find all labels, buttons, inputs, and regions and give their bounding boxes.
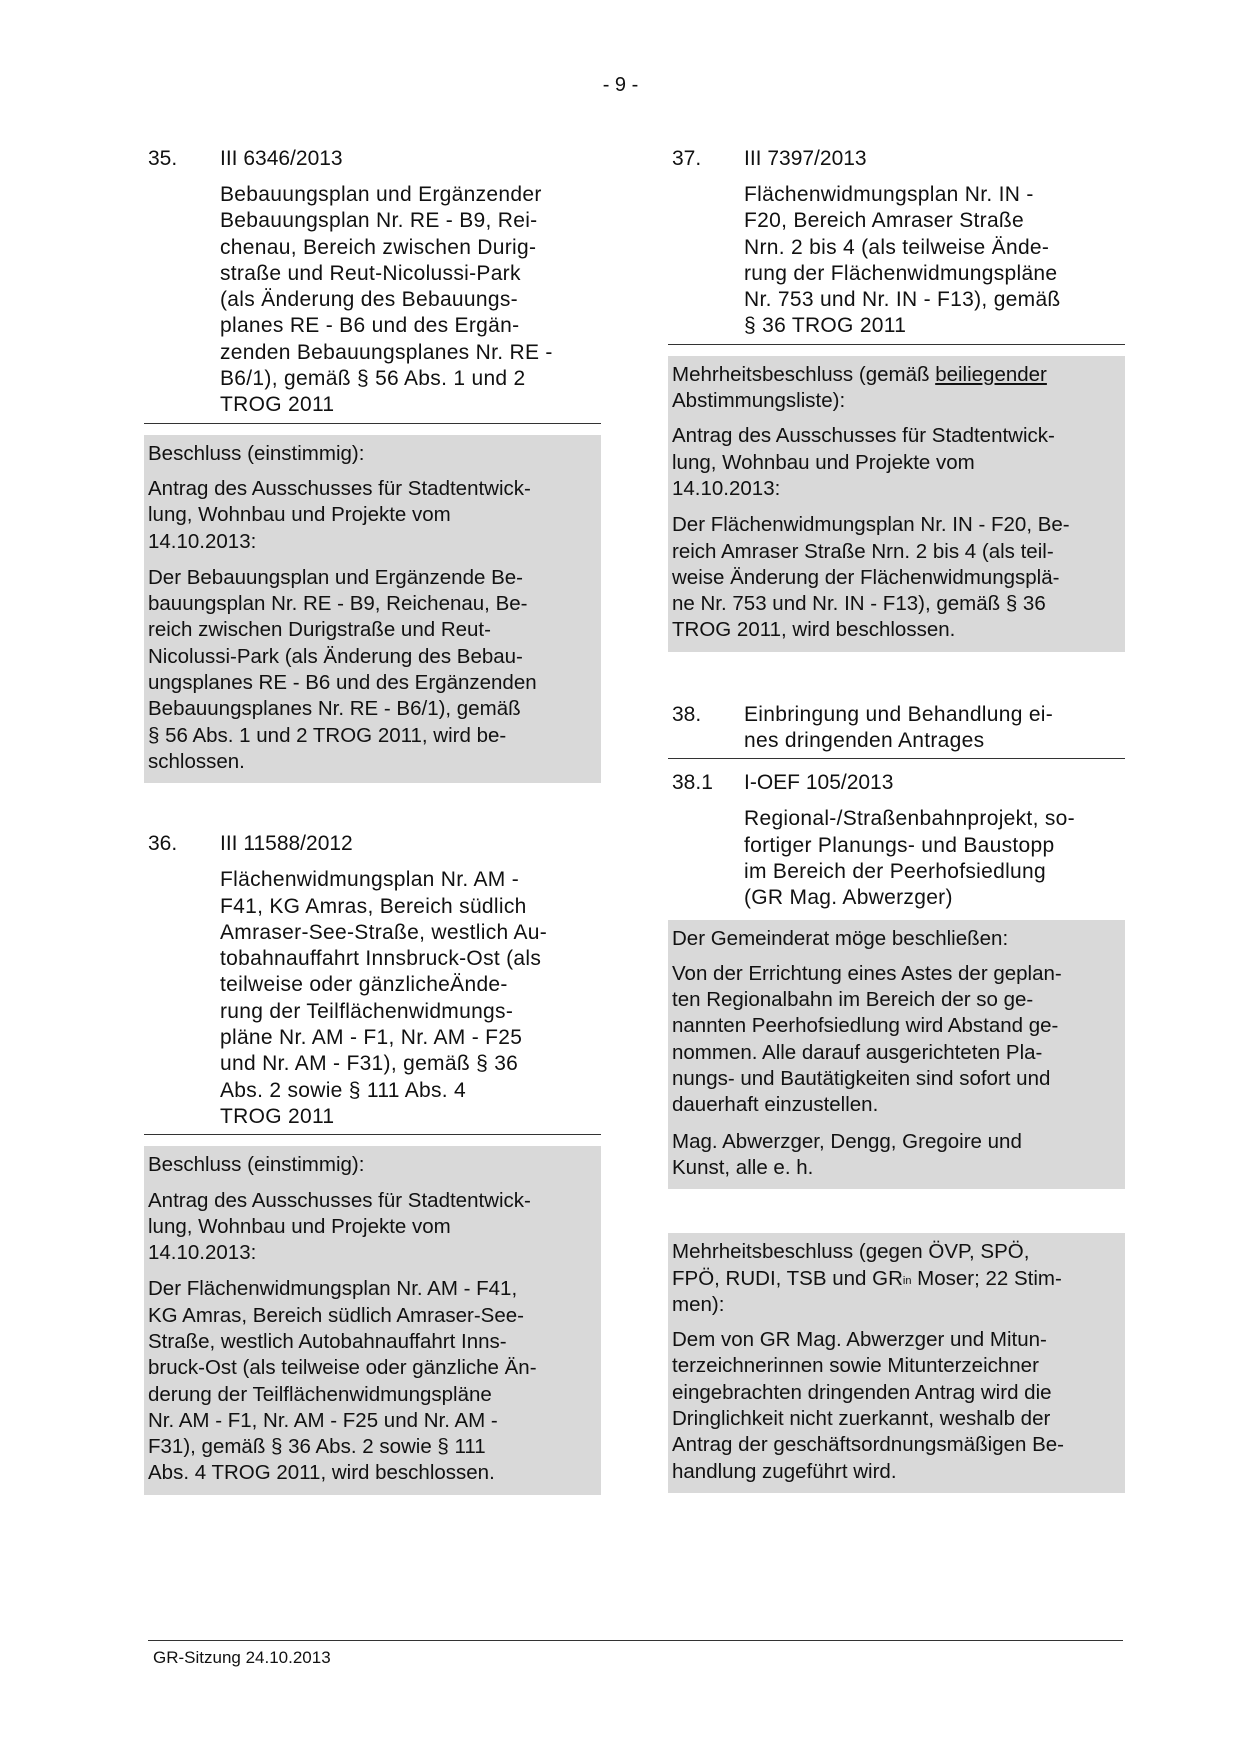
item-37-header xyxy=(668,146,1125,172)
item-37-decision-box xyxy=(668,356,1125,652)
footer-text: GR-Sitzung 24.10.2013 xyxy=(153,1648,331,1667)
item-36-decision-box xyxy=(144,1146,601,1495)
item-reference: III 6346/2013 xyxy=(220,147,343,170)
item-38-1-decision-box xyxy=(668,1233,1125,1493)
item-number: 36. xyxy=(148,832,178,856)
item-38-1-request-box xyxy=(668,920,1125,1190)
item-number: 35. xyxy=(148,147,178,170)
item-38-1-title: Regional-/Straßenbahnprojekt, so- fortiger Planungs- und Baustopp im Bereich der Peerhofsiedlung (GR Mag. Abwerzger) xyxy=(744,807,1075,910)
attached-list-link: beiliegender xyxy=(935,362,1047,386)
item-38-header xyxy=(668,702,1125,755)
left-column xyxy=(144,146,601,1495)
motion-text: Antrag des Ausschusses für Stadtentwick- lung, Wohnbau und Projekte vom 14.10.2013: xyxy=(148,1188,531,1265)
decision-label: Mehrheitsbeschluss (gegen ÖVP, SPÖ, FPÖ, RUDI, TSB und $GR^{in}$ Moser; 22 Stim- men): xyxy=(672,1240,1062,1316)
item-number: 38. xyxy=(672,702,702,726)
signers-text: Mag. Abwerzger, Dengg, Gregoire und Kunst, alle e. h. xyxy=(672,1129,1022,1179)
resolution-text: Der Flächenwidmungsplan Nr. IN - F20, Be- reich Amraser Straße Nrn. 2 bis 4 (als teil- weise Änderung der Flächenwidmungsplä- ne Nr. 753 und Nr. IN - F13), gemäß § 36 TROG 2011, wird beschlossen. xyxy=(672,513,1070,642)
decision-label: Mehrheitsbeschluss (gemäß beiliegender Abstimmungsliste): xyxy=(672,362,1047,413)
item-35-title: Bebauungsplan und Ergänzender Bebauungsplan Nr. RE - B9, Rei- chenau, Bereich zwischen Durig- straße und Reut-Nicolussi-Park (als Änderung des Bebauungs- planes RE - B6 und des Ergän- zenden Bebauungsplanes Nr. RE - B6/1), gemäß § 56 Abs. 1 und 2 TROG 2011 xyxy=(220,183,553,417)
request-text: Von der Errichtung eines Astes der geplan- ten Regionalbahn im Bereich der so ge- nannten Peerhofsiedlung wird Abstand ge- nommen. Alle darauf ausgerichteten Pla- nungs- und Bautätigkeiten sind sofort und dauerhaft einzustellen. xyxy=(672,961,1062,1117)
resolution-text: Der Bebauungsplan und Ergänzende Be- bauungsplan Nr. RE - B9, Reichenau, Be- reich zwischen Durigstraße und Reut- Nicolussi-Park (als Änderung des Bebau- ungsplanes RE - B6 und des Ergänzenden Bebauungsplanes Nr. RE - B6/1), gemäß § 56 Abs. 1 und 2 TROG 2011, wird be- schlossen. xyxy=(148,565,537,773)
item-36-title: Flächenwidmungsplan Nr. AM - F41, KG Amras, Bereich südlich Amraser-See-Straße, westlich Au- tobahnauffahrt Innsbruck-Ost (als teilweise oder gänzlicheÄnde- rung der Teilflächenwidmungs- pläne Nr. AM - F1, Nr. AM - F25 und Nr. AM - F31), gemäß § 36 Abs. 2 sowie § 111 Abs. 4 TROG 2011 xyxy=(220,868,548,1128)
request-label: Der Gemeinderat möge beschließen: xyxy=(672,926,1009,950)
item-35-header xyxy=(144,146,601,172)
item-reference: III 7397/2013 xyxy=(744,147,867,170)
motion-text: Antrag des Ausschusses für Stadtentwick- lung, Wohnbau und Projekte vom 14.10.2013: xyxy=(148,476,531,553)
divider xyxy=(144,423,601,424)
item-reference: I-OEF 105/2013 xyxy=(744,771,894,795)
item-38-1-header xyxy=(668,770,1125,796)
motion-text: Antrag des Ausschusses für Stadtentwick- lung, Wohnbau und Projekte vom 14.10.2013: xyxy=(672,424,1055,500)
page-number: - 9 - xyxy=(602,74,639,96)
footer-divider xyxy=(148,1640,1123,1641)
result-text: Dem von GR Mag. Abwerzger und Mitun- terzeichnerinnen sowie Mitunterzeichner eingebrachten dringenden Antrag wird die Dringlichkeit nicht zuerkannt, weshalb der Antrag der geschäftsordnungsmäßigen Be- handlung zugeführt wird. xyxy=(672,1328,1065,1483)
item-number: 37. xyxy=(672,147,702,170)
item-38-title: Einbringung und Behandlung ei- nes dringenden Antrages xyxy=(744,702,1054,753)
item-35-decision-box xyxy=(144,435,601,784)
divider xyxy=(668,758,1125,759)
item-37-title: Flächenwidmungsplan Nr. IN - F20, Bereich Amraser Straße Nrn. 2 bis 4 (als teilweise Ände- rung der Flächenwidmungspläne Nr. 753 und Nr. IN - F13), gemäß § 36 TROG 2011 xyxy=(744,183,1061,338)
right-column xyxy=(668,146,1125,1493)
resolution-text: Der Flächenwidmungsplan Nr. AM - F41, KG Amras, Bereich südlich Amraser-See- Straße, westlich Autobahnauffahrt Inns- bruck-Ost (als teilweise oder gänzliche Än- derung der Teilflächenwidmungspläne Nr. AM - F1, Nr. AM - F25 und Nr. AM - F31), gemäß § 36 Abs. 2 sowie § 111 Abs. 4 TROG 2011, wird beschlossen. xyxy=(148,1277,537,1485)
divider xyxy=(668,344,1125,345)
divider xyxy=(144,1134,601,1135)
item-reference: III 11588/2012 xyxy=(220,832,353,856)
item-36-header xyxy=(144,831,601,857)
item-number: 38.1 xyxy=(672,771,713,795)
decision-label: Beschluss (einstimmig): xyxy=(148,441,365,465)
decision-label: Beschluss (einstimmig): xyxy=(148,1153,365,1177)
